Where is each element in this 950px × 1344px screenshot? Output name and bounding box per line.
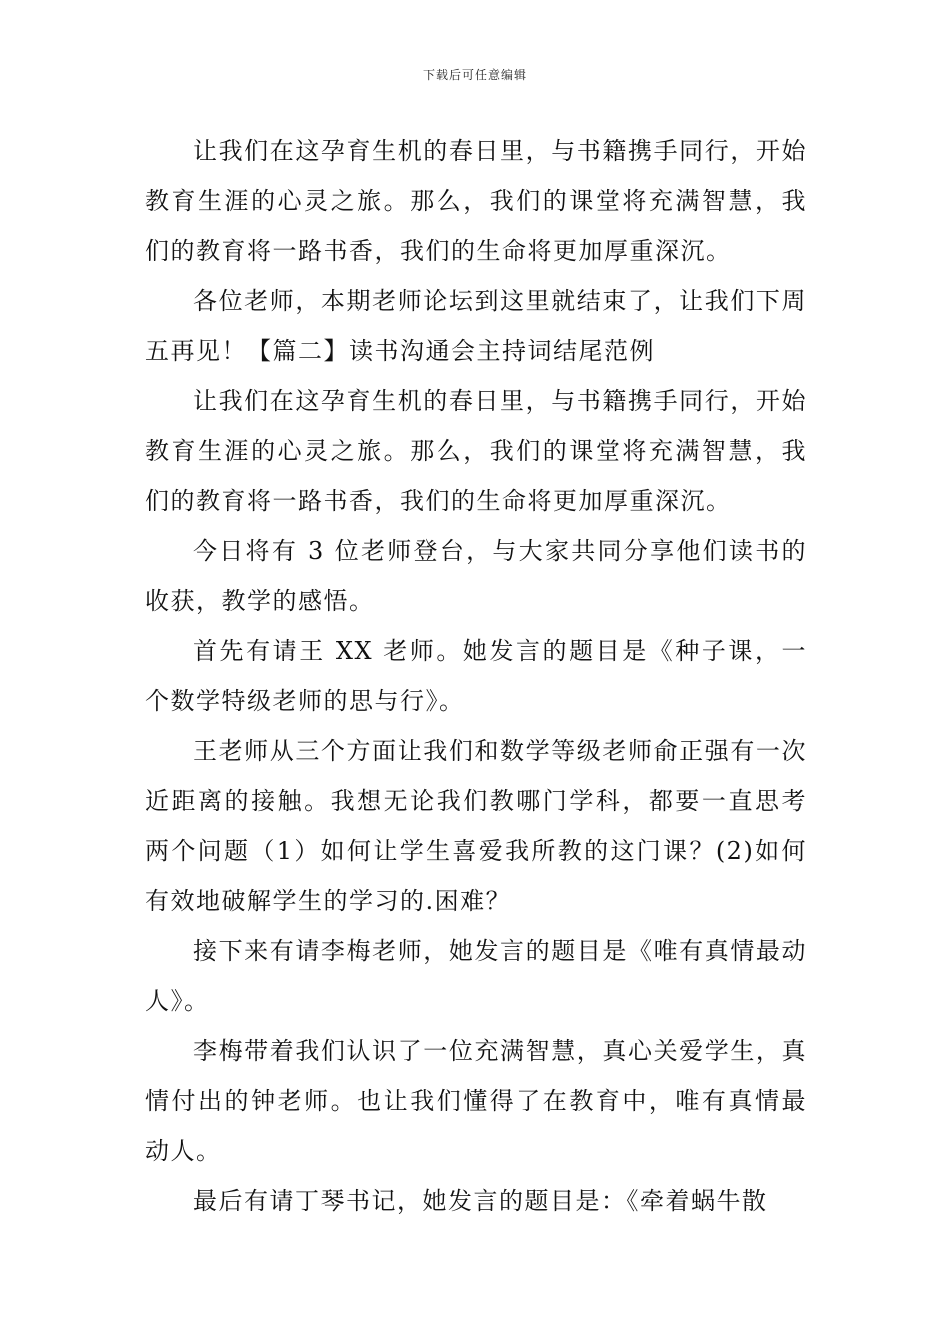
paragraph: 最后有请丁琴书记，她发言的题目是：《牵着蜗牛散	[193, 1187, 768, 1215]
paragraph: 让我们在这孕育生机的春日里，与书籍携手同行，开始教育生涯的心灵之旅。那么，我们的课堂将充满智慧，我们的教育将一路书香，我们的生命将更加厚重深沉。	[145, 137, 807, 265]
paragraph: 接下来有请李梅老师，她发言的题目是《唯有真情最动人》。	[145, 937, 807, 1015]
document-body	[145, 126, 807, 1226]
paragraph: 让我们在这孕育生机的春日里，与书籍携手同行，开始教育生涯的心灵之旅。那么，我们的课堂将充满智慧，我们的教育将一路书香，我们的生命将更加厚重深沉。	[145, 387, 807, 515]
paragraph: 首先有请王 XX 老师。她发言的题目是《种子课，一个数学特级老师的思与行》。	[145, 637, 807, 715]
page-header-note: 下载后可任意编辑	[422, 68, 527, 82]
paragraph: 王老师从三个方面让我们和数学等级老师俞正强有一次近距离的接触。我想无论我们教哪门学科，都要一直思考两个问题（1）如何让学生喜爱我所教的这门课？(2)如何有效地破解学生的学习的.困难？	[145, 737, 807, 915]
paragraph: 各位老师，本期老师论坛到这里就结束了，让我们下周五再见！【篇二】读书沟通会主持词结尾范例	[145, 287, 807, 365]
paragraph: 今日将有 3 位老师登台，与大家共同分享他们读书的收获，教学的感悟。	[145, 537, 807, 615]
paragraph: 李梅带着我们认识了一位充满智慧，真心关爱学生，真情付出的钟老师。也让我们懂得了在教育中，唯有真情最动人。	[145, 1037, 807, 1165]
